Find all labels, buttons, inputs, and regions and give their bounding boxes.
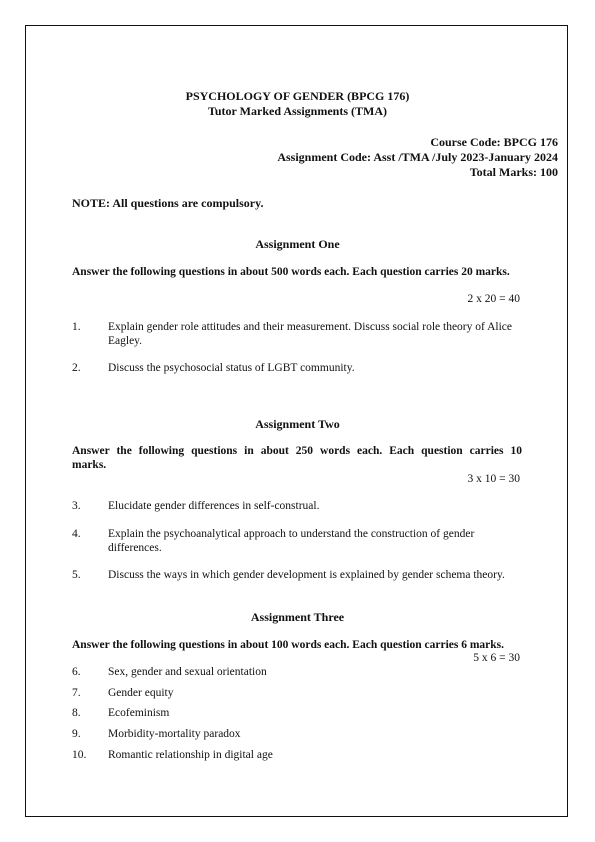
section-heading: Assignment Two — [255, 417, 340, 431]
question-number: 2. — [72, 362, 81, 374]
question-number: 1. — [72, 321, 81, 333]
total-marks: Total Marks: 100 — [469, 165, 558, 179]
document-title: PSYCHOLOGY OF GENDER (BPCG 176) — [185, 89, 410, 103]
question-number: 5. — [72, 569, 81, 581]
section-instruction-wrap: marks. — [72, 459, 107, 471]
section-heading: Assignment Three — [250, 610, 345, 624]
question-number: 3. — [72, 500, 81, 512]
section-instruction: Answer the following questions in about 500 words each. Each question carries 20 marks. — [72, 266, 510, 278]
question-text: Discuss the ways in which gender development is explained by gender schema theory. — [108, 569, 505, 581]
section-heading: Assignment One — [255, 237, 340, 251]
question-number: 7. — [72, 687, 81, 699]
question-number: 10. — [72, 749, 87, 761]
question-text: Romantic relationship in digital age — [108, 749, 273, 761]
section-instruction: Answer the following questions in about 250 words each. Each question carries 10 — [72, 445, 522, 457]
question-text: Gender equity — [108, 687, 174, 699]
question-text: Morbidity-mortality paradox — [108, 728, 241, 740]
document-subtitle: Tutor Marked Assignments (TMA) — [207, 104, 387, 118]
question-number: 9. — [72, 728, 81, 740]
section-marks: 2 x 20 = 40 — [467, 293, 520, 305]
note: NOTE: All questions are compulsory. — [72, 196, 264, 210]
question-text: Elucidate gender differences in self-construal. — [108, 500, 320, 512]
question-text: Explain gender role attitudes and their measurement. Discuss social role theory of Alice Eagley. — [108, 321, 512, 347]
question-text: Explain the psychoanalytical approach to understand the construction of gender differences. — [108, 528, 475, 554]
section-instruction: Answer the following questions in about 100 words each. Each question carries 6 marks. — [72, 639, 505, 651]
section-marks: 5 x 6 = 30 — [473, 652, 520, 664]
question-text: Sex, gender and sexual orientation — [108, 666, 267, 678]
section-marks: 3 x 10 = 30 — [467, 473, 520, 485]
question-text: Discuss the psychosocial status of LGBT community. — [108, 362, 355, 374]
assignment-code: Assignment Code: Asst /TMA /July 2023-January 2024 — [277, 150, 558, 164]
question-number: 4. — [72, 528, 81, 540]
question-number: 6. — [72, 666, 81, 678]
course-code: Course Code: BPCG 176 — [430, 135, 558, 149]
question-text: Ecofeminism — [108, 707, 170, 719]
question-number: 8. — [72, 707, 81, 719]
